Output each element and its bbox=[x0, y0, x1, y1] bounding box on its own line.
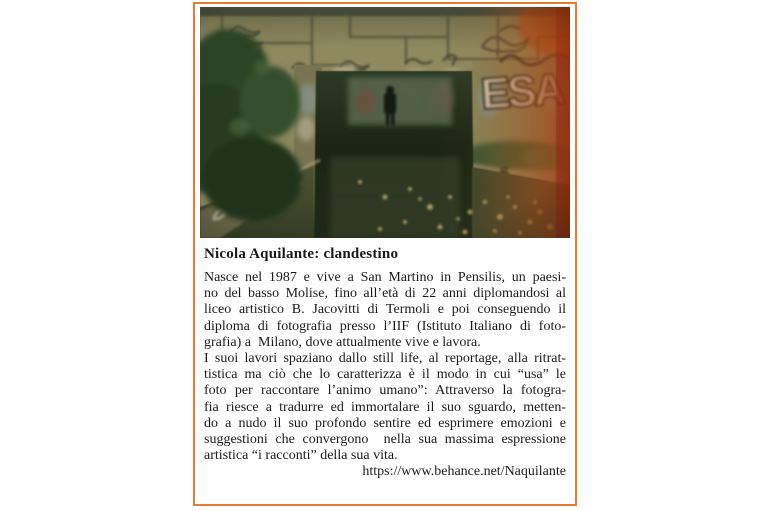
vignette-overlay bbox=[200, 7, 570, 238]
body-line: Nasce nel 1987 e vive a San Martino in Pensilis, un paesi- bbox=[204, 270, 566, 285]
body-line: grafia) a Milano, dove attualmente vive e lavora. bbox=[204, 334, 481, 350]
body-line: foto per raccontare l’animo umano”: Attraverso la fotogra- bbox=[204, 383, 566, 399]
body-line: I suoi lavori spaziano dallo still life, al reportage, alla ritrat- bbox=[204, 350, 566, 366]
body-line: no del basso Molise, fino all’età di 22 anni diplomandosi al bbox=[204, 286, 566, 302]
body-line: suggestioni che convergono nella sua massima espressione bbox=[204, 431, 566, 447]
body-line: artistica “i racconti” della sua vita. bbox=[204, 448, 398, 464]
body-line: liceo artistico B. Jacovitti di Termoli e poi conseguendo il bbox=[204, 302, 566, 318]
behance-url-link[interactable]: https://www.behance.net/Naquilante bbox=[362, 464, 566, 480]
body-line: do a nudo il suo profondo sentire ed esprimere emozioni e bbox=[204, 415, 566, 431]
body-line: tistica ma ciò che lo caratterizza è il modo in cui “usa” le bbox=[204, 367, 566, 383]
article-body bbox=[204, 270, 566, 480]
underpass-photo bbox=[200, 7, 570, 238]
body-line: diploma di fotografia presso l’IIF (Istituto Italiano di foto- bbox=[204, 318, 566, 334]
body-line: fia riesce a tradurre ed immortalare il suo sguardo, metten- bbox=[204, 399, 566, 415]
underpass-photo-svg bbox=[200, 7, 570, 238]
article-title: Nicola Aquilante: clandestino bbox=[204, 246, 399, 262]
article-frame bbox=[193, 2, 577, 506]
